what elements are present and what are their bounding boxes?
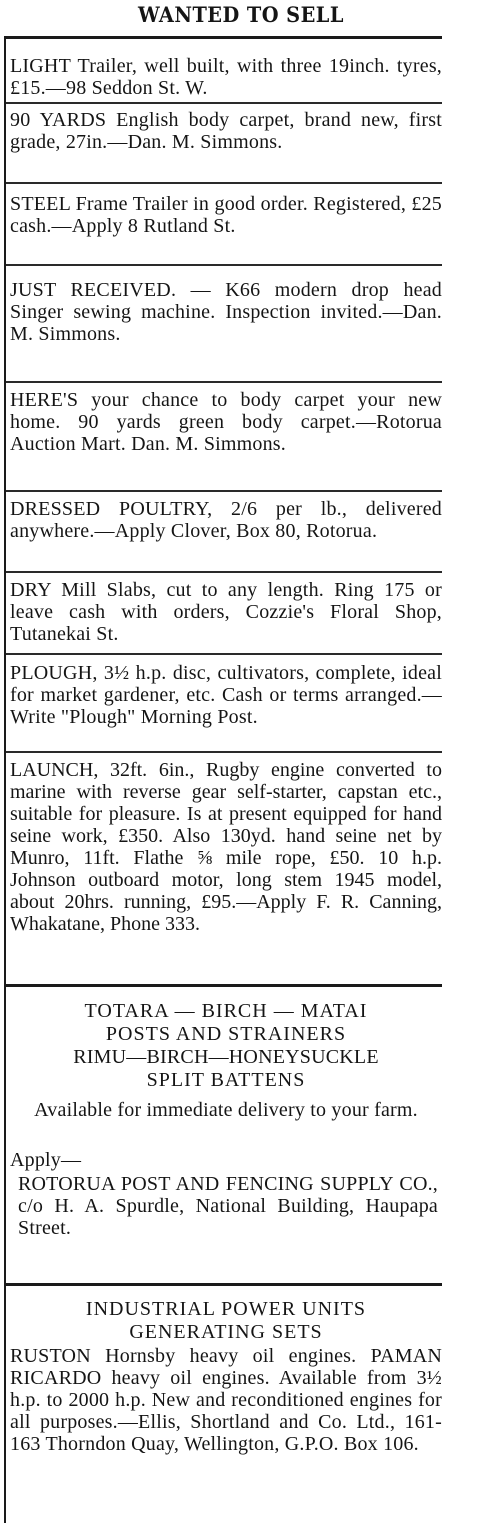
classified-ad-sewing-machine: JUST RECEIVED. — K66 modern drop head Singer sewing machine. Inspection invited.—Dan. M. Simmons.: [10, 279, 442, 345]
ad-divider: [6, 1283, 442, 1286]
column-left-rule: [4, 38, 6, 1523]
display-ad-headline: GENERATING SETS: [129, 1321, 323, 1343]
classified-ad-green-body-carpet: HERE'S your chance to body carpet your new home. 90 yards green body carpet.—Rotorua Auction Mart. Dan. M. Simmons.: [10, 389, 442, 455]
ad-divider: [6, 102, 442, 104]
display-ad-headline: TOTARA — BIRCH — MATAI: [84, 1000, 368, 1022]
classified-ad-light-trailer: LIGHT Trailer, well built, with three 19inch. tyres, £15.—98 Seddon St. W.: [10, 55, 442, 99]
column-title: WANTED TO SELL: [138, 2, 344, 27]
display-ad-timber: [10, 1000, 442, 1092]
classified-ad-steel-frame-trailer: STEEL Frame Trailer in good order. Registered, £25 cash.—Apply 8 Rutland St.: [10, 193, 442, 237]
display-ad-availability: Available for immediate delivery to your farm.: [34, 1099, 418, 1121]
ad-divider: [6, 571, 442, 573]
ad-divider: [6, 751, 442, 753]
display-ad-power-units-headline: [10, 1298, 442, 1344]
display-ad-headline: SPLIT BATTENS: [146, 1069, 306, 1091]
display-ad-headline: POSTS AND STRAINERS: [105, 1023, 347, 1045]
ad-divider: [6, 182, 442, 184]
ad-divider: [6, 490, 442, 492]
ad-divider: [6, 381, 442, 383]
display-ad-headline: RIMU—BIRCH—HONEYSUCKLE: [73, 1046, 379, 1068]
classified-ad-launch: LAUNCH, 32ft. 6in., Rugby engine converted to marine with reverse gear self-starter, capstan etc., suitable for pleasure. Is at present equipped for hand seine work, £350. Also 130yd. hand seine net by Munro, 11ft. Flathe ⅝ mile rope, £50. 10 h.p. Johnson outboard motor, long stem 1945 model, about 20hrs. running, £95.—Apply F. R. Canning, Whakatane, Phone 333.: [10, 759, 442, 935]
display-ad-contact: ROTORUA POST AND FENCING SUPPLY CO., c/o H. A. Spurdle, National Building, Haupapa Street.: [18, 1173, 438, 1239]
display-ad-headline: INDUSTRIAL POWER UNITS: [85, 1298, 367, 1320]
header-rule: [4, 36, 442, 39]
ad-divider: [6, 984, 442, 987]
classified-ad-mill-slabs: DRY Mill Slabs, cut to any length. Ring 175 or leave cash with orders, Cozzie's Floral Shop, Tutanekai St.: [10, 579, 442, 645]
ad-divider: [6, 264, 442, 266]
classified-ad-dressed-poultry: DRESSED POULTRY, 2/6 per lb., delivered anywhere.—Apply Clover, Box 80, Rotorua.: [10, 498, 442, 542]
ad-divider: [6, 653, 442, 655]
classified-ad-body-carpet: 90 YARDS English body carpet, brand new, first grade, 27in.—Dan. M. Simmons.: [10, 109, 442, 153]
column-header: [0, 0, 482, 36]
display-ad-power-units-body: RUSTON Hornsby heavy oil engines. PAMAN RICARDO heavy oil engines. Available from 3½ h.p. to 2000 h.p. New and reconditioned engines for all purposes.—Ellis, Shortland and Co. Ltd., 161-163 Thorndon Quay, Wellington, G.P.O. Box 106.: [10, 1345, 442, 1455]
display-ad-apply-label: Apply—: [10, 1149, 82, 1171]
classified-ad-plough: PLOUGH, 3½ h.p. disc, cultivators, complete, ideal for market gardener, etc. Cash or terms arranged.—Write "Plough" Morning Post.: [10, 662, 442, 728]
